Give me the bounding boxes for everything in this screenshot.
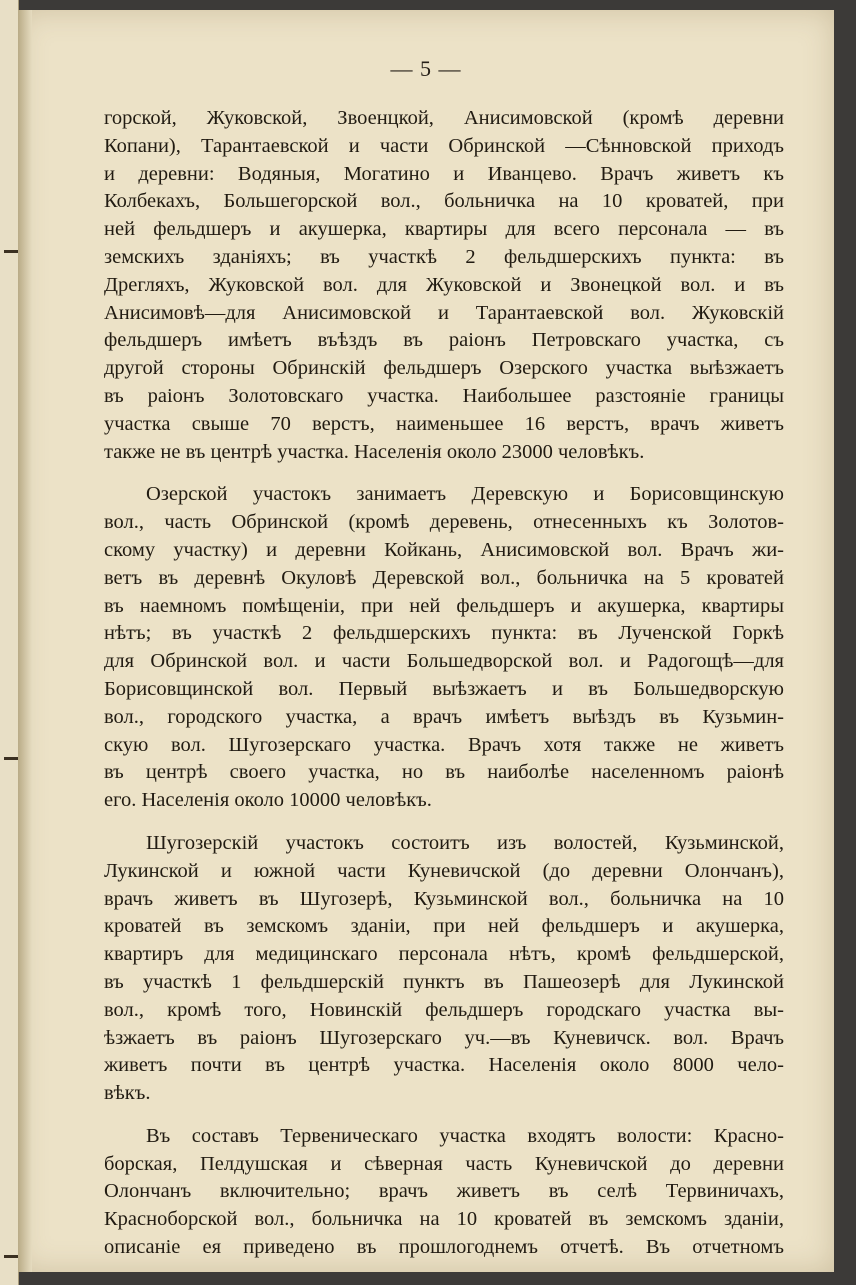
text-line: въ наемномъ помѣщеніи, при ней фельдшеръ и акушерка, квартиры	[104, 594, 784, 617]
text-line: ѣзжаетъ въ раіонъ Шугозерскаго уч.—въ Куневичск. вол. Врачъ	[104, 1026, 784, 1049]
text-line: фельдшеръ имѣетъ въѣздъ въ раіонъ Петровскаго участка, съ	[104, 329, 784, 352]
text-line: Лукинской и южной части Куневичской (до деревни Олончанъ),	[104, 859, 784, 882]
text-line: вол., городского участка, а врачъ имѣетъ выѣздъ въ Кузьмин-	[104, 705, 784, 728]
text-line: земскихъ зданіяхъ; въ участкѣ 2 фельдшерскихъ пункта: въ	[104, 245, 784, 268]
text-line: для Обринской вол. и части Большедворской вол. и Радогощѣ—для	[104, 650, 784, 673]
text-line: скому участку) и деревни Койкань, Анисимовской вол. Врачъ жи-	[104, 538, 784, 561]
text-line: и деревни: Водяныя, Могатино и Иванцево. Врачъ живетъ къ	[104, 162, 784, 185]
text-line: Красноборской вол., больничка на 10 кроватей въ земскомъ зданіи,	[104, 1208, 784, 1231]
text-line: живетъ почти въ центрѣ участка. Населенія около 8000 чело-	[104, 1054, 784, 1077]
text-line: вол., часть Обринской (кромѣ деревень, отнесенныхъ къ Золотов-	[104, 511, 784, 534]
text-line: квартиръ для медицинскаго персонала нѣтъ, кромѣ фельдшерской,	[104, 943, 784, 966]
text-line: Въ составъ Тервеническаго участка входятъ волости: Красно-	[146, 1124, 784, 1147]
text-line: Колбекахъ, Большегорской вол., больничка на 10 кроватей, при	[104, 190, 784, 213]
paragraph-gap	[104, 466, 784, 481]
text-line: также не въ центрѣ участка. Населенія около 23000 человѣкъ.	[104, 440, 645, 463]
paragraph	[104, 481, 784, 815]
text-line: врачъ живетъ въ Шугозерѣ, Кузьминской вол., больничка на 10	[104, 887, 784, 910]
text-line: Копани), Тарантаевской и части Обринской —Сѣнновской приходъ	[104, 134, 784, 157]
text-line: ней фельдшеръ и акушерка, квартиры для всего персонала — въ	[104, 218, 784, 241]
book-binding	[0, 0, 19, 1285]
paragraph	[104, 830, 784, 1108]
text-line: въ центрѣ своего участка, но въ наиболѣе населенномъ раіонѣ	[104, 761, 784, 784]
text-line: вѣкъ.	[104, 1082, 151, 1105]
paragraph	[104, 105, 784, 466]
text-line: ветъ въ деревнѣ Окуловѣ Деревской вол., больничка на 5 кроватей	[104, 566, 784, 589]
paragraph-gap	[104, 815, 784, 830]
page-gutter-shadow	[18, 10, 32, 1272]
text-line: Озерской участокъ занимаетъ Деревскую и Борисовщинскую	[146, 483, 784, 506]
text-line: скую вол. Шугозерскаго участка. Врачъ хотя также не живетъ	[104, 733, 784, 756]
book-page	[18, 10, 834, 1272]
text-line: въ участкѣ 1 фельдшерскій пунктъ въ Пашеозерѣ для Лукинской	[104, 970, 784, 993]
text-line: Дрегляхъ, Жуковской вол. для Жуковской и Звонецкой вол. и въ	[104, 273, 784, 296]
page-number: — 5 —	[390, 56, 462, 81]
text-line: горской, Жуковской, Звоенцкой, Анисимовской (кромѣ деревни	[104, 107, 784, 129]
text-line: Анисимовѣ—для Анисимовской и Тарантаевской вол. Жуковскій	[104, 301, 784, 324]
text-line: кроватей въ земскомъ зданіи, при ней фельдшеръ и акушерка,	[104, 915, 784, 938]
text-line: въ раіонъ Золотовскаго участка. Наибольшее разстояніе границы	[104, 384, 784, 407]
text-line: борская, Пелдушская и сѣверная часть Куневичской до деревни	[104, 1152, 784, 1175]
text-line: Олончанъ включительно; врачъ живетъ въ селѣ Тервиничахъ,	[104, 1180, 784, 1203]
text-line: нѣтъ; въ участкѣ 2 фельдшерскихъ пункта: въ Лученской Горкѣ	[104, 622, 784, 645]
text-line: описаніе ея приведено въ прошлогоднемъ отчетѣ. Въ отчетномъ	[104, 1236, 784, 1259]
text-line: участка свыше 70 верстъ, наименьшее 16 верстъ, врачъ живетъ	[104, 412, 784, 435]
text-line: его. Населенія около 10000 человѣкъ.	[104, 789, 432, 812]
text-line: Борисовщинской вол. Первый выѣзжаетъ и въ Большедворскую	[104, 677, 784, 700]
paragraph-gap	[104, 1108, 784, 1123]
text-line: другой стороны Обринскій фельдшеръ Озерского участка выѣзжаетъ	[104, 357, 784, 380]
text-line: Шугозерскій участокъ состоитъ изъ волостей, Кузьминской,	[146, 831, 784, 854]
paragraph	[104, 1123, 784, 1262]
body-text	[104, 105, 784, 1262]
text-line: вол., кромѣ того, Новинскій фельдшеръ городскаго участка вы-	[104, 998, 784, 1021]
